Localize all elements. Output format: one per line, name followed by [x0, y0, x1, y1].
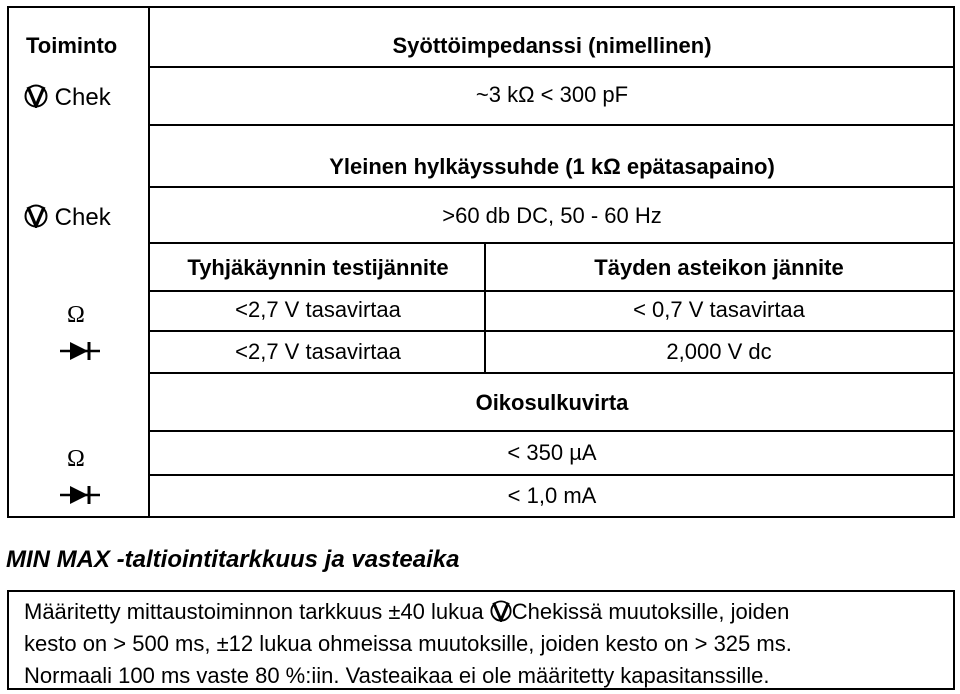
- divider-6: [148, 330, 955, 332]
- divider-5: [148, 290, 955, 292]
- chek-label: Chek: [54, 204, 111, 231]
- section2-title: Yleinen hylkäyssuhde (1 kΩ epätasapaino): [329, 154, 775, 179]
- divider-3: [148, 186, 955, 188]
- note-box-right: [953, 590, 955, 690]
- v-check-icon: [24, 84, 48, 108]
- v-check-icon: [24, 204, 48, 228]
- note-line-1: [24, 596, 944, 628]
- section2-value: >60 db DC, 50 - 60 Hz: [442, 203, 662, 228]
- note-line-1-start: Määritetty mittaustoiminnon tarkkuus ±40 lukua: [24, 599, 490, 624]
- section3-row1-test-voltage: <2,7 V tasavirtaa: [235, 297, 401, 322]
- note-line-3-text: Normaali 100 ms vaste 80 %:iin. Vasteaikaa ei ole määritetty kapasitanssille.: [24, 663, 770, 688]
- v-check-icon: [490, 600, 512, 622]
- note-line-1-end: Chekissä muutoksille, joiden: [511, 599, 790, 624]
- table-border-right: [953, 6, 955, 518]
- header-function: Toiminto: [26, 33, 118, 58]
- diode-icon: [60, 340, 100, 362]
- section2-row-label: [24, 204, 111, 231]
- note-box-top: [7, 590, 955, 592]
- chek-label: Chek: [54, 84, 111, 111]
- section1-row-label: [24, 84, 111, 111]
- note-box-left: [7, 590, 9, 690]
- ohm-icon: Ω: [67, 446, 85, 472]
- section3-row1-full-scale: < 0,7 V tasavirtaa: [633, 297, 805, 322]
- divider-7: [148, 372, 955, 374]
- section4-row2-value: < 1,0 mA: [507, 483, 597, 508]
- note-title: MIN MAX -taltiointitarkkuus ja vasteaika: [6, 546, 460, 573]
- section1-title: Syöttöimpedanssi (nimellinen): [392, 33, 712, 58]
- section3-col2-header: Täyden asteikon jännite: [594, 255, 844, 280]
- section3-row2-full-scale: 2,000 V dc: [666, 339, 772, 364]
- divider-9: [148, 474, 955, 476]
- divider-2: [148, 124, 955, 126]
- section3-row2-test-voltage: <2,7 V tasavirtaa: [235, 339, 401, 364]
- function-column-divider: [148, 6, 150, 518]
- section1-value: ~3 kΩ < 300 pF: [475, 82, 629, 107]
- section4-row1-value: < 350 µA: [507, 440, 597, 465]
- table-border-left: [7, 6, 9, 518]
- divider-4: [148, 242, 955, 244]
- note-line-2: [24, 628, 944, 660]
- divider-1: [148, 66, 955, 68]
- section4-title: Oikosulkuvirta: [475, 390, 629, 415]
- note-line-2-text: kesto on > 500 ms, ±12 lukua ohmeissa muutoksille, joiden kesto on > 325 ms.: [24, 631, 792, 656]
- ohm-icon: Ω: [67, 302, 85, 328]
- note-line-3: [24, 660, 944, 692]
- note-body: [24, 596, 944, 692]
- divider-8: [148, 430, 955, 432]
- diode-icon: [60, 484, 100, 506]
- section3-col1-header: Tyhjäkäynnin testijännite: [187, 255, 449, 280]
- column-divider-mid: [484, 242, 486, 372]
